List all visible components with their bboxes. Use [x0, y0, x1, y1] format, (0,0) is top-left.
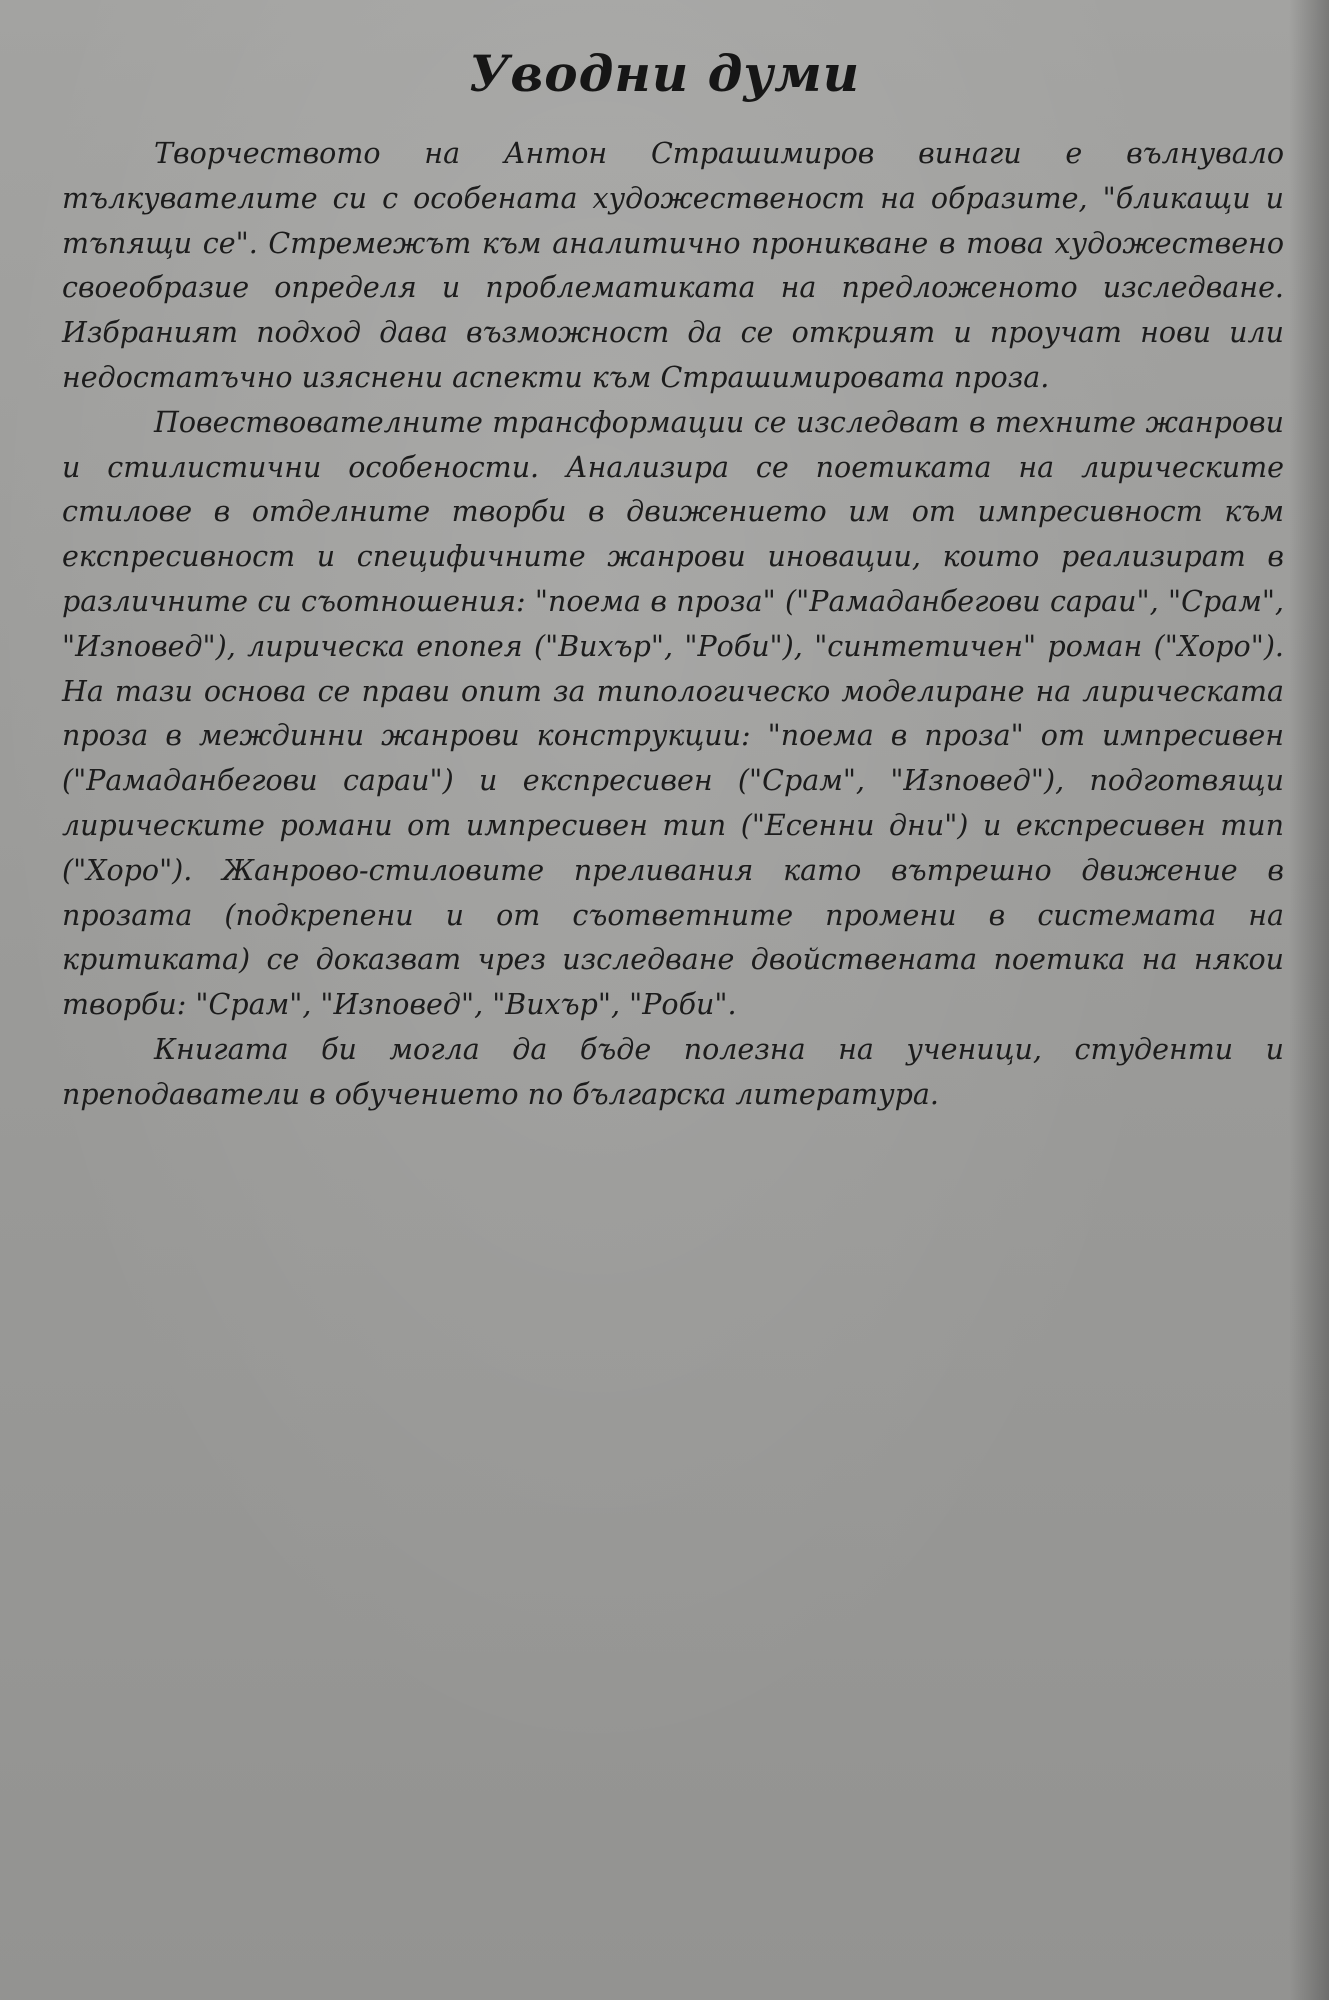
paragraph-2: Повествователните трансформации се изследват в техните жанрови и стилистични особености. Анализира се поетиката на лирическите стилове в отделните творби в движението им от импресивност към експресивност и специфичните жанрови иновации, които реализират в различните си съотношения: "поема в проза" ("Рамаданбегови сараи", "Срам", "Изповед"), лирическа епопея ("Вихър", "Роби"), "синтетичен" роман ("Хоро"). На тази основа се прави опит за типологическо моделиране на лирическата проза в междинни жанрови конструкции: "поема в проза" от импресивен ("Рамаданбегови сараи") и експресивен ("Срам", "Изповед"), подготвящи лирическите романи от импресивен тип ("Есенни дни") и експресивен тип ("Хоро"). Жанрово-стиловите преливания като вътрешно движение в прозата (подкрепени и от съответните промени в системата на критиката) се доказват чрез изследване двойствената поетика на някои творби: "Срам", "Изповед", "Вихър", "Роби".: [62, 405, 1284, 1022]
paragraph-1: Творчеството на Антон Страшимиров винаги е вълнувало тълкувателите си с особената художественост на образите, "бликащи и тъпящи се". Стремежът към аналитично проникване в това художествено своеобразие определя и проблематиката на предложеното изследване. Избраният подход дава възможност да се открият и проучат нови или недостатъчно изяснени аспекти към Страшимировата проза.: [62, 137, 1284, 394]
page-title: Уводни думи: [468, 44, 861, 103]
paragraph-3: Книгата би могла да бъде полезна на ученици, студенти и преподаватели в обучението по българска литература.: [62, 1032, 1284, 1111]
page-edge-shadow: [1289, 0, 1329, 2000]
body-text: [62, 132, 1284, 1118]
